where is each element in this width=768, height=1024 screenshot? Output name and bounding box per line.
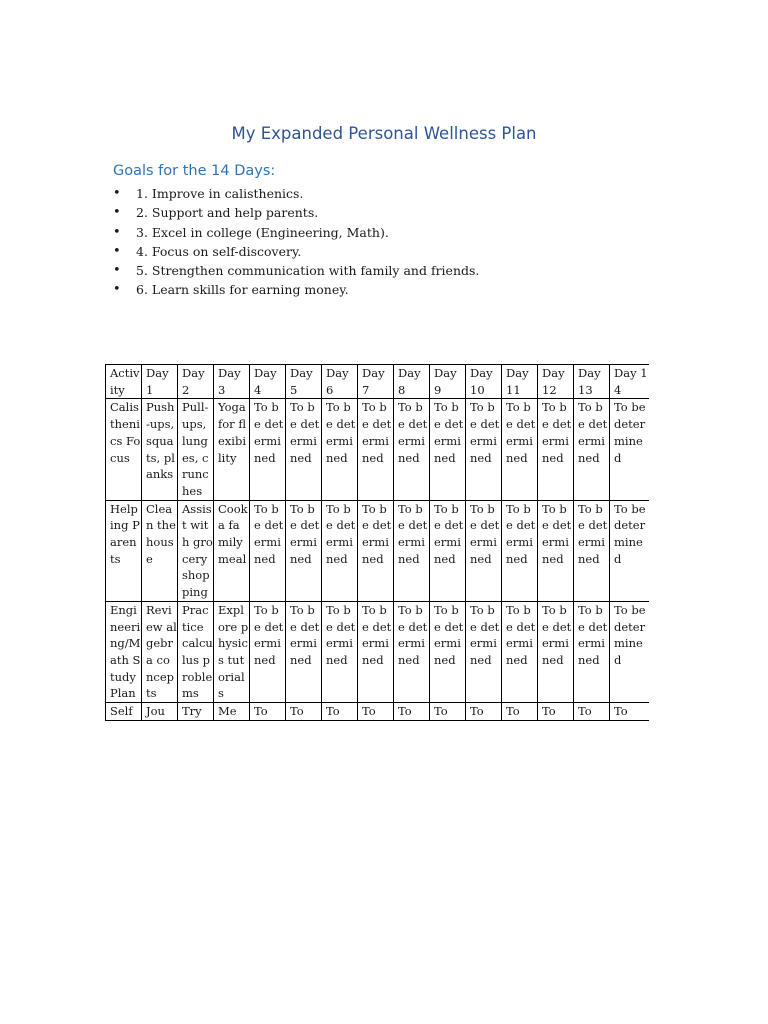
goal-text: 5. Strengthen communication with family and friends. — [136, 263, 480, 279]
goals-list — [113, 184, 479, 300]
table-cell: To be determined — [250, 500, 286, 601]
table-header-cell: Day 2 — [178, 365, 214, 399]
table-header-cell: Day 3 — [214, 365, 250, 399]
table-cell: To be determined — [610, 601, 650, 702]
goal-item — [113, 261, 479, 280]
table-cell: Assist with grocery shopping — [178, 500, 214, 601]
table-cell: To — [394, 703, 430, 721]
table-row — [106, 601, 650, 702]
table-cell: To be determined — [286, 399, 322, 500]
table-cell: Cook a family meal — [214, 500, 250, 601]
table-row — [106, 399, 650, 500]
table-cell: To be determined — [610, 399, 650, 500]
table-cell: Me — [214, 703, 250, 721]
table-cell: To be determined — [430, 601, 466, 702]
table-cell: To be determined — [574, 399, 610, 500]
table-header-cell: Day 11 — [502, 365, 538, 399]
table-cell: To be determined — [358, 500, 394, 601]
goal-item — [113, 280, 479, 299]
table-cell: To be determined — [610, 500, 650, 601]
table-cell: To be determined — [574, 601, 610, 702]
bullet-icon: • — [113, 224, 121, 240]
goal-text: 6. Learn skills for earning money. — [136, 282, 349, 298]
table-cell: Explore physics tutorials — [214, 601, 250, 702]
table-cell: To — [358, 703, 394, 721]
table-header-cell: Day 13 — [574, 365, 610, 399]
table-cell: To be determined — [322, 399, 358, 500]
table-header-cell: Day 5 — [286, 365, 322, 399]
table-cell: To be determined — [358, 399, 394, 500]
table-cell: Practice calculus problems — [178, 601, 214, 702]
table-cell: To be determined — [502, 399, 538, 500]
wellness-plan-table — [105, 364, 649, 721]
bullet-icon: • — [113, 243, 121, 259]
table-header-cell: Day 1 — [142, 365, 178, 399]
table-header-cell: Day 12 — [538, 365, 574, 399]
table-cell: To be determined — [466, 399, 502, 500]
table-cell: To be determined — [538, 500, 574, 601]
table-cell: To be determined — [322, 500, 358, 601]
goal-text: 3. Excel in college (Engineering, Math). — [136, 224, 389, 240]
table-row — [106, 703, 650, 721]
table-cell: Pull-ups, lunges, crunches — [178, 399, 214, 500]
table-cell: To be determined — [538, 399, 574, 500]
table-cell: To — [466, 703, 502, 721]
goal-item — [113, 223, 479, 242]
bullet-icon: • — [113, 263, 121, 279]
table-cell: To be determined — [286, 601, 322, 702]
table-cell: To — [502, 703, 538, 721]
activity-cell: Helping Parents — [106, 500, 142, 601]
table-cell: To be determined — [322, 601, 358, 702]
table-cell: To — [322, 703, 358, 721]
table-cell: To be determined — [430, 500, 466, 601]
table-cell: To — [538, 703, 574, 721]
table-cell: Review algebra concepts — [142, 601, 178, 702]
table-header-cell: Day 14 — [610, 365, 650, 399]
table-cell: To be determined — [466, 500, 502, 601]
goal-text: 2. Support and help parents. — [136, 205, 319, 221]
table-cell: To be determined — [466, 601, 502, 702]
goal-text: 1. Improve in calisthenics. — [136, 186, 304, 201]
bullet-icon: • — [113, 282, 121, 298]
table-cell: To be determined — [394, 601, 430, 702]
table-cell: To be determined — [574, 500, 610, 601]
table-header-cell: Day 4 — [250, 365, 286, 399]
table-header-cell: Day 9 — [430, 365, 466, 399]
goal-item — [113, 242, 479, 261]
table-cell: To be determined — [394, 500, 430, 601]
table-cell: Yoga for flexibility — [214, 399, 250, 500]
activity-cell: Engineering/Math Study Plan — [106, 601, 142, 702]
table-cell: To be determined — [358, 601, 394, 702]
bullet-icon: • — [113, 186, 121, 201]
table-cell: To — [430, 703, 466, 721]
table-header-cell: Day 10 — [466, 365, 502, 399]
table-cell: To be determined — [430, 399, 466, 500]
goal-item — [113, 203, 479, 222]
activity-cell: Self — [106, 703, 142, 721]
table-header-cell: Day 8 — [394, 365, 430, 399]
wellness-plan-table-wrapper — [105, 364, 649, 920]
activity-cell: Calisthenics Focus — [106, 399, 142, 500]
goals-heading: Goals for the 14 Days: — [113, 163, 276, 179]
table-cell: Try — [178, 703, 214, 721]
table-cell: To — [250, 703, 286, 721]
table-cell: To be determined — [394, 399, 430, 500]
table-cell: To be determined — [502, 500, 538, 601]
goal-text: 4. Focus on self-discovery. — [136, 243, 302, 259]
table-cell: To — [574, 703, 610, 721]
table-cell: To be determined — [286, 500, 322, 601]
table-cell: Clean the house — [142, 500, 178, 601]
table-header-row — [106, 365, 650, 399]
goal-item — [113, 184, 479, 203]
table-cell: To be determined — [250, 399, 286, 500]
table-cell: To be determined — [250, 601, 286, 702]
table-header-cell: Day 6 — [322, 365, 358, 399]
table-cell: To — [610, 703, 650, 721]
table-cell: To — [286, 703, 322, 721]
table-cell: To be determined — [502, 601, 538, 702]
table-row — [106, 500, 650, 601]
table-header-cell: Activity — [106, 365, 142, 399]
table-cell: Push-ups, squats, planks — [142, 399, 178, 500]
bullet-icon: • — [113, 205, 121, 221]
table-cell: Jou — [142, 703, 178, 721]
table-body — [106, 365, 650, 721]
table-header-cell: Day 7 — [358, 365, 394, 399]
table-cell: To be determined — [538, 601, 574, 702]
document-title: My Expanded Personal Wellness Plan — [231, 124, 537, 143]
